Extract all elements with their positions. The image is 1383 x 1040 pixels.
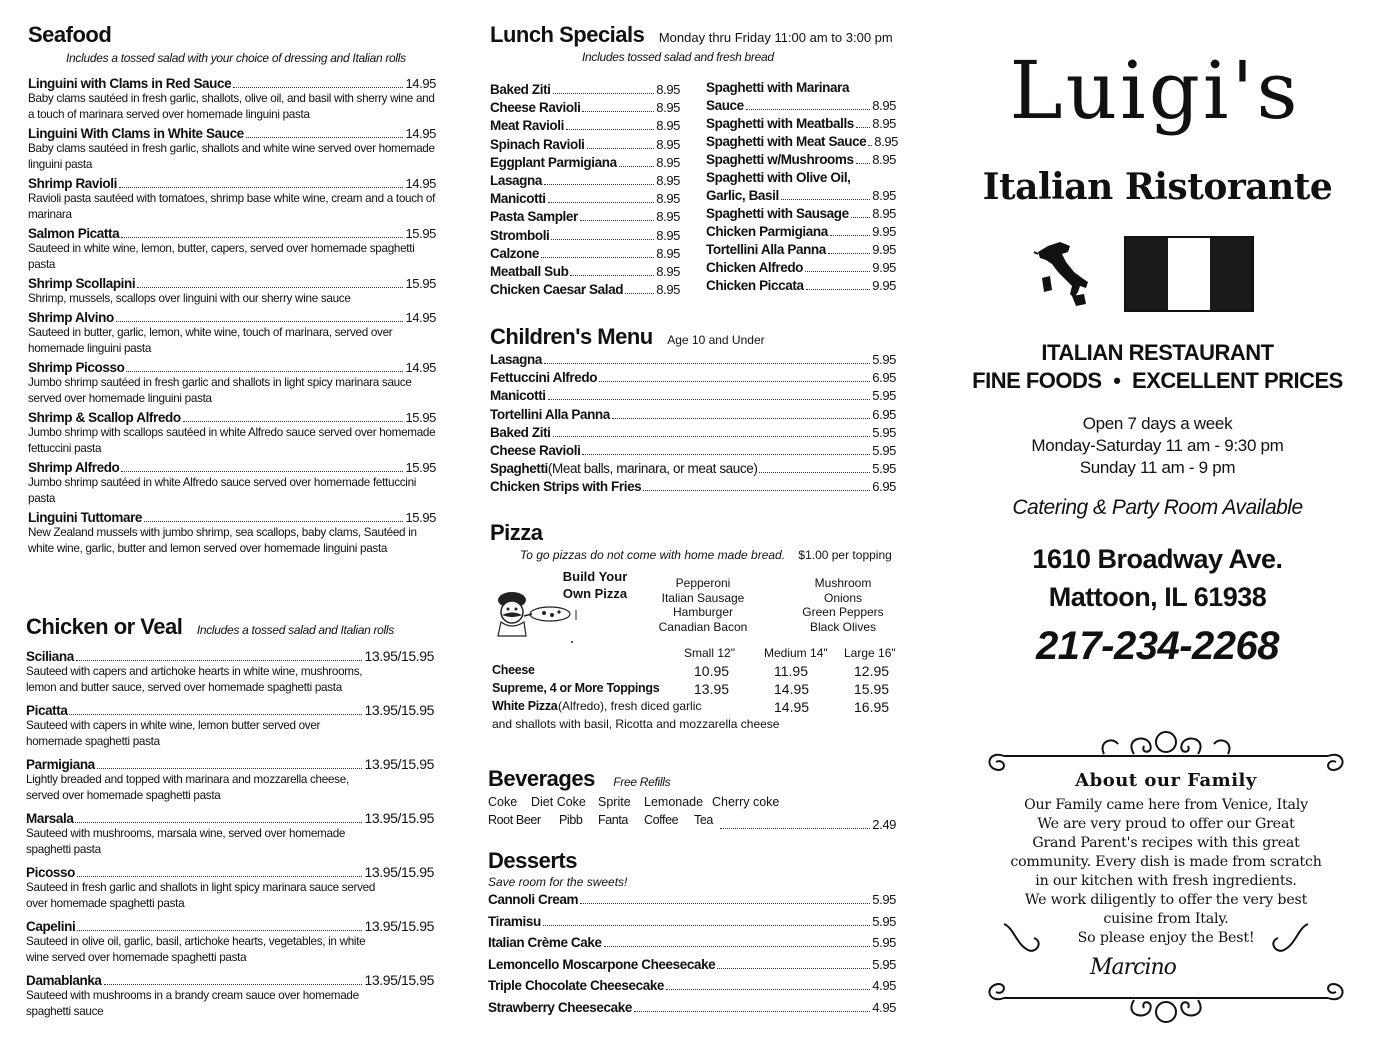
lunch-item-price: 9.95 bbox=[872, 242, 896, 257]
chicken-item bbox=[26, 810, 434, 857]
lunch-item-line bbox=[490, 191, 680, 209]
restaurant-logo: Luigi's bbox=[1009, 44, 1301, 137]
beverages-subtitle: Free Refills bbox=[613, 775, 671, 789]
hours-line-1: Open 7 days a week bbox=[1082, 414, 1233, 433]
lunch-item-name: Baked Ziti bbox=[490, 82, 551, 97]
seafood-item-price: 15.95 bbox=[405, 510, 436, 525]
seafood-item-price: 14.95 bbox=[405, 176, 436, 191]
seafood-item-name: Linguini with Clams in Red Sauce bbox=[28, 76, 232, 91]
chicken-item-price: 13.95/15.95 bbox=[364, 756, 434, 772]
children-item-price: 5.95 bbox=[872, 442, 896, 458]
catering-note: Catering & Party Room Available bbox=[1012, 496, 1303, 519]
pizza-topping: Black Olives bbox=[809, 619, 877, 634]
about-line: in our kitchen with fresh ingredients. bbox=[1035, 873, 1297, 889]
desserts-subtitle: Save room for the sweets! bbox=[488, 875, 628, 889]
chicken-item-name: Picatta bbox=[26, 703, 68, 718]
children-item-price: 5.95 bbox=[872, 352, 896, 367]
lunch-right-list bbox=[706, 80, 896, 296]
chicken-item-name: Damablanka bbox=[26, 973, 102, 988]
children-item-line bbox=[490, 370, 896, 388]
toppings-right bbox=[788, 576, 898, 634]
lunch-item-name: Spaghetti w/Mushrooms bbox=[706, 152, 854, 167]
seafood-item-desc: Baby clams sautéed in fresh garlic, shallots, olive oil, and basil with sherry wine and a touch of marinara served over homemade linguini pasta bbox=[28, 92, 435, 121]
chicken-item-line bbox=[26, 864, 434, 880]
lunch-marinara-line2: Sauce 8.95 bbox=[706, 98, 896, 113]
chicken-item bbox=[26, 702, 434, 749]
seafood-item-price: 15.95 bbox=[405, 276, 436, 291]
pizza-row-price: 14.95 bbox=[774, 681, 810, 697]
seafood-item bbox=[28, 410, 436, 456]
chicken-item-name: Parmigiana bbox=[26, 757, 95, 772]
lunch-item-line bbox=[490, 282, 680, 300]
children-item-price: 5.95 bbox=[872, 424, 896, 440]
about-title: About our Family bbox=[1075, 770, 1257, 791]
chicken-header bbox=[26, 614, 394, 640]
desserts-list bbox=[488, 892, 896, 1021]
pizza-topping: Pepperoni bbox=[675, 576, 731, 590]
chicken-item-name: Sciliana bbox=[26, 649, 74, 664]
lunch-item-line bbox=[490, 246, 680, 264]
about-line: cuisine from Italy. bbox=[1103, 911, 1229, 927]
chicken-item-price: 13.95/15.95 bbox=[364, 972, 434, 988]
children-item-name: Fettuccini Alfredo bbox=[490, 370, 598, 386]
chicken-item-line bbox=[26, 918, 434, 934]
lunch-item-line bbox=[706, 224, 896, 242]
lunch-hours: Monday thru Friday 11:00 am to 3:00 pm bbox=[658, 30, 893, 45]
chef-icon bbox=[492, 590, 590, 646]
desserts-item-line bbox=[488, 978, 896, 1000]
pizza-note: To go pizzas do not come with home made bread. bbox=[520, 548, 786, 562]
lunch-item-line bbox=[706, 206, 896, 224]
lunch-item-line bbox=[706, 242, 896, 260]
children-item-line bbox=[490, 425, 896, 443]
chicken-item-desc: Sauteed in olive oil, garlic, basil, artichoke hearts, vegetables, in white wine served over homemade spaghetti pasta bbox=[26, 935, 366, 964]
pizza-topping: Hamburger bbox=[672, 605, 734, 619]
pizza-topping: Mushroom bbox=[814, 576, 872, 590]
children-item-name: Manicotti bbox=[490, 388, 546, 404]
seafood-item-desc: New Zealand mussels with jumbo shrimp, sea scallops, baby clams, Sautéed in white wine, garlic, butter and lemon served over homemade linguini pasta bbox=[28, 526, 417, 555]
pizza-size-header: Small 12" bbox=[684, 646, 735, 660]
pizza-row-price: 13.95 bbox=[694, 681, 730, 697]
chicken-item-desc: Sauteed with mushrooms, marsala wine, served over homemade spaghetti pasta bbox=[26, 827, 346, 856]
beverage-item: Diet Coke bbox=[531, 795, 586, 809]
lunch-item-line bbox=[706, 260, 896, 278]
seafood-item bbox=[28, 126, 436, 172]
chicken-item-desc: Sauteed with capers and artichoke hearts in white wine, mushrooms, lemon and butter sauce, served over homemade spaghetti pasta bbox=[26, 665, 363, 694]
lunch-item-price: 8.95 bbox=[872, 206, 896, 221]
pizza-note-line bbox=[520, 548, 892, 562]
seafood-subtitle: Includes a tossed salad with your choice of dressing and Italian rolls bbox=[66, 51, 406, 65]
seafood-item bbox=[28, 360, 436, 406]
beverage-item: Tea bbox=[694, 813, 713, 827]
lunch-item-name: Spaghetti with Sausage bbox=[706, 206, 849, 221]
seafood-item-line bbox=[28, 76, 436, 91]
seafood-item-desc: Baby clams sautéed in fresh garlic, shallots and white wine served over homemade linguini pasta bbox=[28, 142, 435, 171]
address-line-2: Mattoon, IL 61938 bbox=[1048, 582, 1267, 612]
chicken-subtitle: Includes a tossed salad and Italian rolls bbox=[196, 623, 394, 637]
pizza-row-extra: (Alfredo), fresh diced garlic bbox=[558, 699, 702, 713]
chicken-item bbox=[26, 972, 434, 1019]
children-item-name: Spaghetti bbox=[490, 461, 548, 477]
seafood-item-name: Shrimp Alfredo bbox=[28, 460, 120, 475]
signature: Marcino bbox=[1090, 955, 1176, 980]
desserts-item-price: 4.95 bbox=[872, 999, 896, 1015]
lunch-item-price: 8.95 bbox=[656, 172, 680, 188]
lunch-item-price: 8.95 bbox=[656, 227, 680, 243]
about-text bbox=[974, 796, 1358, 948]
seafood-item bbox=[28, 460, 436, 506]
seafood-item bbox=[28, 276, 436, 307]
lunch-item-name: Cheese Ravioli bbox=[490, 100, 581, 116]
beverages-row-2 bbox=[488, 813, 896, 832]
seafood-item-name: Linguini With Clams in White Sauce bbox=[28, 126, 244, 141]
chicken-item-name: Marsala bbox=[26, 811, 74, 826]
desserts-item-price: 5.95 bbox=[872, 935, 896, 950]
seafood-item bbox=[28, 226, 436, 272]
lunch-item-name: Lasagna bbox=[490, 172, 542, 188]
pizza-size-header: Medium 14" bbox=[764, 646, 828, 660]
flag-stripe-left bbox=[1126, 238, 1168, 310]
seafood-item-desc: Ravioli pasta sautéed with tomatoes, shrimp base white wine, cream and a touch of marinara bbox=[28, 192, 436, 221]
pizza-topping: Onions bbox=[823, 590, 863, 605]
lunch-item-line bbox=[490, 264, 680, 282]
chicken-item-desc: Sauteed with capers in white wine, lemon butter served over homemade spaghetti pasta bbox=[26, 719, 321, 748]
lunch-marinara-line1: Spaghetti with Marinara bbox=[706, 80, 850, 95]
lunch-item-price: 8.95 bbox=[656, 118, 680, 134]
lunch-item-name: Tortellini Alla Panna bbox=[706, 242, 826, 257]
hours-block bbox=[960, 413, 1355, 479]
lunch-right-group-b bbox=[706, 206, 896, 296]
lunch-item-line bbox=[490, 155, 680, 173]
desserts-item-name: Lemoncello Moscarpone Cheesecake bbox=[488, 956, 716, 972]
lunch-item-name: Calzone bbox=[490, 245, 539, 261]
seafood-item-price: 14.95 bbox=[405, 126, 436, 141]
seafood-item bbox=[28, 310, 436, 356]
lunch-item-price: 8.95 bbox=[656, 282, 680, 298]
desserts-item-price: 4.95 bbox=[872, 978, 896, 993]
address-line-1: 1610 Broadway Ave. bbox=[1032, 544, 1283, 574]
about-line: Our Family came here from Venice, Italy bbox=[1024, 797, 1308, 813]
chicken-item-line bbox=[26, 756, 434, 772]
chicken-item bbox=[26, 756, 434, 803]
seafood-item-desc: Jumbo shrimp sautéed in white Alfredo sauce served over homemade fettuccini pasta bbox=[28, 476, 417, 505]
italy-map-icon bbox=[1032, 238, 1104, 308]
chicken-item-line bbox=[26, 702, 434, 718]
pizza-row bbox=[492, 699, 908, 717]
chicken-item-desc: Sauteed with mushrooms in a brandy cream sauce over homemade spaghetti sauce bbox=[26, 989, 359, 1018]
beverage-item: Lemonade bbox=[644, 795, 704, 809]
chicken-item-price: 13.95/15.95 bbox=[364, 918, 434, 934]
desserts-item-name: Italian Crème Cake bbox=[488, 935, 602, 950]
desserts-item-price: 5.95 bbox=[872, 913, 896, 929]
lunch-item-line bbox=[706, 134, 896, 152]
lunch-item-price: 8.95 bbox=[656, 154, 680, 170]
lunch-item-price: 9.95 bbox=[872, 278, 896, 293]
desserts-item-line bbox=[488, 957, 896, 979]
lunch-item-line bbox=[490, 118, 680, 136]
lunch-item-line bbox=[490, 209, 680, 227]
pizza-row-price: 11.95 bbox=[774, 663, 808, 679]
lunch-item-name: Meatball Sub bbox=[490, 263, 569, 279]
lunch-item-name: Chicken Caesar Salad bbox=[490, 282, 624, 298]
lunch-item-price: 8.95 bbox=[656, 100, 680, 116]
pizza-row-price: 12.95 bbox=[854, 663, 890, 679]
seafood-item-name: Shrimp Picosso bbox=[28, 360, 125, 375]
lunch-item-line bbox=[490, 137, 680, 155]
seafood-item-price: 14.95 bbox=[405, 76, 436, 91]
children-item-price: 5.95 bbox=[872, 388, 896, 404]
chicken-item-price: 13.95/15.95 bbox=[364, 702, 434, 718]
desserts-item-price: 5.95 bbox=[872, 892, 896, 907]
pizza-row-price: 15.95 bbox=[854, 681, 890, 697]
children-item-price: 6.95 bbox=[872, 370, 896, 386]
build-your-own-label: Build Your Own Pizza bbox=[562, 569, 628, 601]
flag-stripe-middle bbox=[1168, 238, 1210, 310]
children-header bbox=[490, 324, 765, 350]
about-line: Grand Parent's recipes with this great bbox=[1032, 835, 1300, 851]
lunch-item-name: Pasta Sampler bbox=[490, 209, 578, 225]
lunch-right-group-a bbox=[706, 116, 896, 170]
children-list bbox=[490, 352, 896, 498]
beverage-item: Sprite bbox=[598, 795, 631, 809]
chicken-item-line bbox=[26, 972, 434, 988]
seafood-item-name: Shrimp Ravioli bbox=[28, 176, 117, 191]
seafood-item bbox=[28, 76, 436, 122]
chicken-item-price: 13.95/15.95 bbox=[364, 648, 434, 664]
lunch-item-name: Meat Ravioli bbox=[490, 118, 564, 134]
seafood-item-price: 14.95 bbox=[405, 360, 436, 375]
lunch-item-price: 9.95 bbox=[872, 260, 896, 275]
children-item-line bbox=[490, 352, 896, 370]
italian-flag bbox=[1124, 236, 1254, 312]
children-item-name: Cheese Ravioli bbox=[490, 442, 581, 458]
children-item-name: Lasagna bbox=[490, 352, 542, 367]
children-item-name: Baked Ziti bbox=[490, 424, 551, 440]
lunch-item-line bbox=[490, 82, 680, 100]
lunch-item-price: 8.95 bbox=[874, 134, 898, 149]
pizza-size-header: Large 16" bbox=[844, 646, 896, 660]
seafood-title: Seafood bbox=[28, 22, 112, 47]
seafood-item-price: 14.95 bbox=[405, 310, 436, 325]
chicken-item-price: 13.95/15.95 bbox=[364, 810, 434, 826]
seafood-item-line bbox=[28, 226, 436, 241]
children-item-line bbox=[490, 479, 896, 497]
lunch-item-name: Spaghetti with Meat Sauce bbox=[706, 134, 867, 149]
seafood-item-desc: Sauteed in butter, garlic, lemon, white wine, touch of marinara, served over homemade linguini pasta bbox=[28, 326, 393, 355]
lunch-item-line bbox=[706, 116, 896, 134]
pizza-topping: Italian Sausage bbox=[661, 590, 745, 605]
lunch-item-name: Spaghetti with Meatballs bbox=[706, 116, 854, 131]
chicken-title: Chicken or Veal bbox=[26, 614, 183, 639]
desserts-item-line bbox=[488, 1000, 896, 1022]
desserts-item-name: Strawberry Cheesecake bbox=[488, 999, 632, 1015]
beverage-item: Coke bbox=[488, 795, 518, 809]
desserts-item-price: 5.95 bbox=[872, 956, 896, 972]
children-item-line bbox=[490, 388, 896, 406]
seafood-item-line bbox=[28, 460, 436, 475]
beverage-item: Fanta bbox=[598, 813, 628, 827]
beverage-item: Coffee bbox=[644, 813, 679, 827]
seafood-item-price: 15.95 bbox=[405, 460, 436, 475]
chicken-item bbox=[26, 648, 434, 695]
chicken-item-desc: Lightly breaded and topped with marinara and mozzarella cheese, served over homemade spaghetti pasta bbox=[26, 773, 349, 802]
desserts-item-name: Cannoli Cream bbox=[488, 892, 579, 907]
lunch-item-line bbox=[706, 278, 896, 296]
lunch-left-list bbox=[490, 82, 680, 300]
seafood-item-line bbox=[28, 310, 436, 325]
flag-stripe-right bbox=[1210, 238, 1252, 310]
seafood-item-line bbox=[28, 126, 436, 141]
children-item-price: 6.95 bbox=[872, 406, 896, 422]
seafood-item-name: Shrimp & Scallop Alfredo bbox=[28, 410, 181, 425]
pizza-topping-price: $1.00 per topping bbox=[798, 548, 892, 562]
lunch-item-price: 8.95 bbox=[656, 209, 680, 225]
lunch-olive-line1: Spaghetti with Olive Oil, bbox=[706, 170, 851, 185]
lunch-item-price: 8.95 bbox=[872, 152, 896, 167]
lunch-item-price: 8.95 bbox=[656, 136, 680, 152]
pizza-row-name: White Pizza bbox=[492, 699, 558, 713]
pizza-topping: Canadian Bacon bbox=[658, 619, 748, 634]
pizza-size-headers bbox=[678, 646, 908, 662]
pizza-row-price: 16.95 bbox=[854, 699, 890, 715]
children-item-line bbox=[490, 461, 896, 479]
beverages-price: 2.49 bbox=[872, 817, 896, 832]
seafood-item-line bbox=[28, 410, 436, 425]
lunch-item-name: Chicken Parmigiana bbox=[706, 224, 828, 239]
chicken-item-line bbox=[26, 648, 434, 664]
children-title: Children's Menu bbox=[490, 324, 653, 349]
lunch-item-name: Stromboli bbox=[490, 227, 550, 243]
chicken-item-desc: Sauteed in fresh garlic and shallots in light spicy marinara sauce served over homemade spaghetti pasta bbox=[26, 881, 376, 910]
lunch-item-price: 8.95 bbox=[656, 263, 680, 279]
pizza-topping: Green Peppers bbox=[802, 605, 884, 619]
pizza-row-price: 14.95 bbox=[774, 699, 810, 715]
lunch-item-line bbox=[706, 152, 896, 170]
lunch-item-price: 8.95 bbox=[656, 245, 680, 261]
lunch-header bbox=[490, 22, 893, 48]
seafood-item-name: Shrimp Alvino bbox=[28, 310, 114, 325]
lunch-item-name: Eggplant Parmigiana bbox=[490, 154, 617, 170]
children-subtitle: Age 10 and Under bbox=[667, 333, 765, 347]
children-item-extra: (Meat balls, marinara, or meat sauce) bbox=[547, 461, 758, 477]
beverage-item: Root Beer bbox=[488, 813, 541, 827]
seafood-item-price: 15.95 bbox=[405, 410, 436, 425]
desserts-item-line bbox=[488, 892, 896, 914]
lunch-item-line bbox=[490, 100, 680, 118]
lunch-item-price: 8.95 bbox=[872, 116, 896, 131]
pizza-row-name: Supreme, 4 or More Toppings bbox=[492, 681, 660, 695]
lunch-subtitle: Includes tossed salad and fresh bread bbox=[582, 50, 774, 64]
chicken-item bbox=[26, 864, 434, 911]
seafood-item-desc: Shrimp, mussels, scallops over linguini with our sherry wine sauce bbox=[28, 292, 351, 305]
seafood-item-line bbox=[28, 360, 436, 375]
lunch-item-line bbox=[490, 173, 680, 191]
desserts-item-name: Tiramisu bbox=[488, 913, 541, 929]
pizza-title: Pizza bbox=[490, 520, 543, 545]
hours-line-2: Monday-Saturday 11 am - 9:30 pm bbox=[1031, 436, 1284, 455]
chicken-item-line bbox=[26, 810, 434, 826]
address-block bbox=[960, 540, 1355, 616]
lunch-item-name: Chicken Alfredo bbox=[706, 260, 804, 275]
seafood-item-line bbox=[28, 176, 436, 191]
lunch-item-name: Manicotti bbox=[490, 191, 546, 207]
restaurant-type: ITALIAN RESTAURANT bbox=[1041, 340, 1274, 365]
children-item-price: 5.95 bbox=[872, 461, 896, 477]
lunch-item-price: 9.95 bbox=[872, 224, 896, 239]
chicken-item bbox=[26, 918, 434, 965]
children-item-line bbox=[490, 407, 896, 425]
children-item-name: Chicken Strips with Fries bbox=[490, 479, 642, 495]
slogan: FINE FOODS • EXCELLENT PRICES bbox=[972, 368, 1343, 393]
seafood-item-desc: Sauteed in white wine, lemon, butter, capers, served over homemade spaghetti pasta bbox=[28, 242, 415, 271]
lunch-item-name: Chicken Piccata bbox=[706, 278, 804, 293]
seafood-item bbox=[28, 510, 436, 556]
pizza-row bbox=[492, 681, 908, 699]
white-pizza-desc: and shallots with basil, Ricotta and mozzarella cheese bbox=[492, 717, 780, 731]
pizza-row-name: Cheese bbox=[492, 663, 535, 677]
seafood-item-desc: Jumbo shrimp with scallops sautéed in white Alfredo sauce served over homemade fettuccini pasta bbox=[28, 426, 436, 455]
toppings-left bbox=[648, 576, 758, 634]
hours-line-3: Sunday 11 am - 9 pm bbox=[1079, 458, 1236, 477]
about-line: We work diligently to offer the very best bbox=[1024, 892, 1308, 908]
about-line: community. Every dish is made from scratch bbox=[1010, 854, 1322, 870]
children-item-line bbox=[490, 443, 896, 461]
chicken-item-price: 13.95/15.95 bbox=[364, 864, 434, 880]
beverage-item: Cherry coke bbox=[712, 795, 780, 809]
restaurant-tagline: Italian Ristorante bbox=[982, 166, 1333, 208]
pizza-row-price: 10.95 bbox=[694, 663, 730, 679]
about-line: We are very proud to offer our Great bbox=[1037, 816, 1295, 832]
seafood-item bbox=[28, 176, 436, 222]
pizza-row bbox=[492, 663, 908, 681]
about-line: So please enjoy the Best! bbox=[1077, 930, 1255, 946]
seafood-item-name: Linguini Tuttomare bbox=[28, 510, 143, 525]
seafood-item-desc: Jumbo shrimp sautéed in fresh garlic and shallots in light spicy marinara sauce served over homemade linguini pasta bbox=[28, 376, 412, 405]
chicken-item-name: Capelini bbox=[26, 919, 76, 934]
seafood-item-line bbox=[28, 510, 436, 525]
lunch-item-name: Spinach Ravioli bbox=[490, 136, 585, 152]
lunch-item-price: 8.95 bbox=[656, 82, 680, 97]
desserts-item-name: Triple Chocolate Cheesecake bbox=[488, 978, 665, 993]
beverages-row-1 bbox=[488, 795, 788, 811]
beverages-title: Beverages bbox=[488, 766, 595, 791]
children-item-price: 6.95 bbox=[872, 479, 896, 495]
phone-number: 217-234-2268 bbox=[1035, 624, 1280, 668]
chicken-item-name: Picosso bbox=[26, 865, 75, 880]
desserts-item-line bbox=[488, 935, 896, 957]
seafood-item-line bbox=[28, 276, 436, 291]
lunch-title: Lunch Specials bbox=[490, 22, 645, 47]
beverages-header bbox=[488, 766, 670, 792]
desserts-title: Desserts bbox=[488, 848, 577, 873]
lunch-item-price: 8.95 bbox=[656, 191, 680, 207]
seafood-item-name: Salmon Picatta bbox=[28, 226, 120, 241]
desserts-item-line bbox=[488, 914, 896, 936]
lunch-olive-line2: Garlic, Basil 8.95 bbox=[706, 188, 896, 203]
children-item-name: Tortellini Alla Panna bbox=[490, 406, 610, 422]
seafood-item-name: Shrimp Scollapini bbox=[28, 276, 136, 291]
beverage-item: Pibb bbox=[559, 813, 583, 827]
seafood-item-price: 15.95 bbox=[405, 226, 436, 241]
lunch-item-line bbox=[490, 228, 680, 246]
